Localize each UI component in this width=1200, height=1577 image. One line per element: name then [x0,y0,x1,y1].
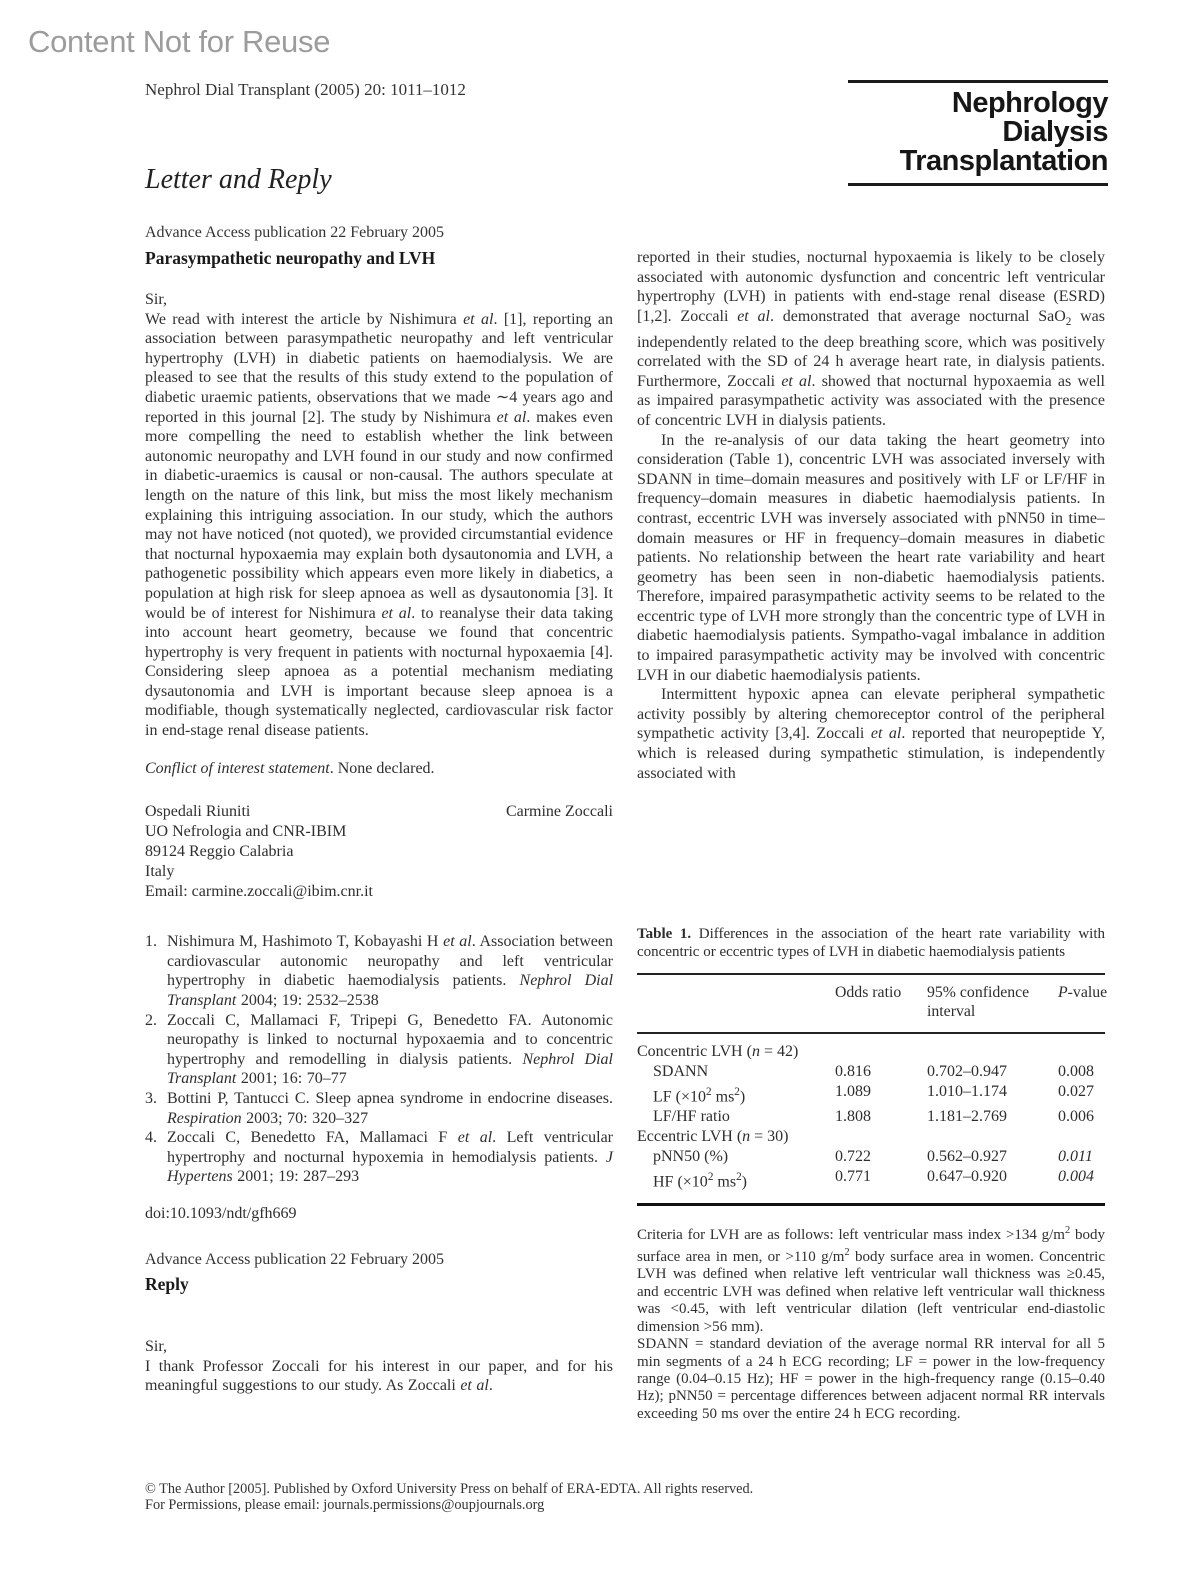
cell-variable: pNN50 (%) [653,1148,729,1166]
reply-title: Reply [145,1273,189,1294]
reply-paragraph-2: In the re-analysis of our data taking the heart geometry into consideration (Table 1), concentric LVH was associated inversely with SDANN in time–domain measures and positively with LF or LF/HF in frequency–domain measures in diabetic haemodialysis patients. In contrast, eccentric LVH was inversely associated with pNN50 in time–domain measures or HF in frequency–domain measures in diabetic patients. No relationship between the heart rate variability and heart geometry has been seen in non-diabetic haemodialysis patients. Therefore, impaired parasympathetic activity seems to be related to the eccentric type of LVH more strongly than the concentric type of LVH in diabetic haemodialysis patients. Sympatho-vagal imbalance in addition to impaired parasympathetic activity may be involved with concentric LVH in our diabetic haemodialysis patients. [637,431,1105,684]
reference-text: Zoccali C, Benedetto FA, Mallamaci F et al. Left ventricular hypertrophy and nocturnal hypoxemia in hemodialysis patients. J Hypertens 2001; 19: 287–293 [167,1129,613,1186]
reply-paragraph-1: reported in their studies, nocturnal hypoxaemia is likely to be closely associated with autonomic dysfunction and concentric left ventricular hypertrophy (LVH) in patients with end-stage renal disease (ESRD) [1,2]. Zoccali et al. demonstrated that average nocturnal SaO$_2$ was independently related to the deep breathing score, which was positively correlated with the SD of 24 h average heart rate, in dialysis patients. Furthermore, Zoccali et al. showed that nocturnal hypoxaemia as well as impaired parasympathetic activity was associated with the presence of concentric LVH in dialysis patients. [637,249,1105,429]
copyright-footer [145,1481,753,1513]
table-footnote-criteria: Criteria for LVH are as follows: left ventricular mass index >134 $g/m^2$ body surface area in men, or >110 $g/m^2$ body surface area in women. Concentric LVH was defined when relative left ventricular wall thickness was ≥0.45, and eccentric LVH was defined when relative left ventricular wall thickness was <0.45, with left ventricular dilation (left ventricular end-diastolic dimension >56 mm). [637,1224,1106,1335]
reference-item [145,1011,613,1089]
cell-confidence-interval: 0.562–0.927 [927,1148,1007,1166]
author-name: Carmine Zoccali [505,803,613,821]
reference-text: Nishimura M, Hashimoto T, Kobayashi H et al. Association between cardiovascular autonomic neuropathy and left ventricular hypertrophy in diabetic haemodialysis patients. Nephrol Dial Transplant 2004; 19: 2532–2538 [167,933,614,1010]
cell-p-value: 0.008 [1058,1063,1094,1080]
cell-odds-ratio: 0.722 [835,1148,871,1166]
reference-item [145,1128,613,1187]
cell-confidence-interval: 0.702–0.947 [927,1063,1007,1080]
section-heading: Letter and Reply [145,164,332,195]
reference-number: 3. [145,1090,157,1107]
cell-odds-ratio: 1.808 [835,1108,871,1126]
journal-logo [848,80,1108,186]
reference-text: Zoccali C, Mallamaci F, Tripepi G, Benedetto FA. Autonomic neuropathy is linked to nocturnal hypoxaemia and to concentric hypertrophy and remodelling in dialysis patients. Nephrol Dial Transplant 2001; 16: 70–77 [167,1011,614,1088]
right-column-text [637,248,1105,925]
right-column [637,248,1108,1423]
cell-p-value: 0.027 [1058,1083,1094,1100]
conflict-of-interest-statement: Conflict of interest statement. None declared. [145,759,435,777]
reference-number: 2. [145,1011,157,1029]
cell-p-value: 0.004 [1058,1168,1094,1186]
cell-p-value: 0.011 [1058,1148,1093,1166]
cell-variable: LF ($\times 10^2$ $ms^2$) [653,1086,746,1106]
copyright-line: © The Author [2005]. Published by Oxford University Press on behalf of ERA-EDTA. All rights reserved. [145,1481,754,1497]
journal-logo-line-3: Transplantation [899,145,1108,177]
cell-odds-ratio: 1.089 [835,1083,871,1100]
permissions-line: For Permissions, please email: journals.permissions@oupjournals.org [145,1497,545,1513]
cell-confidence-interval: 1.010–1.174 [927,1083,1007,1100]
cell-variable: HF ($\times 10^2$ $ms^2$) [653,1171,747,1191]
content-not-for-reuse-watermark: Content Not for Reuse [28,24,331,59]
table-row [637,1107,1105,1127]
reply-body: I thank Professor Zoccali for his interest in our paper, and for his meaningful suggestions to our study. As Zoccali et al. [145,1357,613,1395]
affiliation-line: UO Nefrologia and CNR-IBIM [145,823,347,841]
reference-number: 1. [145,933,157,951]
table-footnote-abbreviations: SDANN = standard deviation of the average normal RR interval for all 5 min segments of a 24 h ECG recording; LF = power in the low-frequency range (0.04–0.15 Hz); HF = power in the high-frequency range (0.15–0.40 Hz); pNN50 = percentage differences between adjacent normal RR intervals exceeding 50 ms over the entire 24 h ECG recording. [637,1336,1105,1422]
cell-p-value: 0.006 [1058,1108,1094,1126]
cell-odds-ratio: 0.771 [835,1168,871,1186]
letter-title: Parasympathetic neuropathy and LVH [145,248,436,268]
table-header-row [637,975,1108,1032]
cell-confidence-interval: 0.647–0.920 [927,1168,1007,1186]
reference-number: 4. [145,1129,157,1147]
affiliation-line: 89124 Reggio Calabria [145,843,294,861]
table-row [637,1082,1105,1107]
reference-item [145,1089,613,1128]
journal-logo-line-1: Nephrology [951,87,1108,119]
journal-citation: Nephrol Dial Transplant (2005) 20: 1011–1012 [145,80,466,99]
cell-confidence-interval: 1.181–2.769 [927,1108,1007,1126]
table-group-label: Eccentric LVH (n = 30) [637,1128,789,1146]
reply-paragraph-3: Intermittent hypoxic apnea can elevate peripheral sympathetic activity possibly by altering chemoreceptor control of the peripheral sympathetic activity [3,4]. Zoccali et al. reported that neuropeptide Y, which is released during sympathetic stimulation, is independently associated with [637,686,1105,782]
table-row [637,1167,1105,1192]
affiliation-line: Italy [145,863,175,881]
reply-salutation: Sir, [145,1337,168,1355]
affiliation-line: Ospedali Riuniti [145,803,251,821]
reference-item [145,932,613,1010]
doi: doi:10.1093/ndt/gfh669 [145,1204,297,1222]
reference-text: Bottini P, Tantucci C. Sleep apnea syndrome in endocrine diseases. Respiration 2003; 70: 320–327 [167,1090,613,1127]
table-row [637,1062,1105,1082]
cell-odds-ratio: 0.816 [835,1063,871,1080]
table-body [637,1034,1105,1203]
letter-salutation: Sir, [145,291,168,308]
left-column [145,164,613,1396]
cell-variable: SDANN [653,1063,709,1080]
reference-list [145,932,613,1187]
cell-variable: LF/HF ratio [653,1108,730,1126]
header-cell-empty [637,984,835,1021]
author-email: Email: carmine.zoccali@ibim.cnr.it [145,883,373,901]
letter-advance-access: Advance Access publication 22 February 2005 [145,224,445,241]
table-row [637,1147,1105,1167]
author-address-block [145,802,613,902]
table-group-label: Concentric LVH (n = 42) [637,1043,799,1060]
affiliation-and-author-line [145,802,613,822]
journal-logo-line-2: Dialysis [1002,116,1108,148]
header-cell-odds-ratio: Odds ratio [835,984,902,1001]
header-cell-confidence-interval: 95% confidence interval [927,984,1030,1020]
reply-advance-access: Advance Access publication 22 February 2005 [145,1250,445,1268]
letter-body: We read with interest the article by Nishimura et al. [1], reporting an association between parasympathetic neuropathy and left ventricular hypertrophy (LVH) in diabetic patients on haemodialysis. We are pleased to see that the results of this study extend to the population of diabetic uraemic patients, observations that we made ∼4 years ago and reported in this journal [2]. The study by Nishimura et al. makes even more compelling the need to establish whether the link between autonomic neuropathy and LVH found in our study and now confirmed in diabetic-uraemics is causal or non-causal. The authors speculate at length on the nature of this link, but miss the most likely mechanism explaining this intriguing association. In our study, which the authors may not have noticed (not quoted), we provided circumstantial evidence that nocturnal hypoxaemia may explain both dysautonomia and LVH, a pathogenetic possibility which appears even more likely in diabetics, a population at high risk for sleep apnoea as well as dysautonomia [3]. It would be of interest for Nishimura et al. to reanalyse their data taking into account heart geometry, because we found that concentric hypertrophy is very frequent in patients with nocturnal hypoxaemia [4]. Considering sleep apnoea as a potential mechanism mediating dysautonomia and LVH is important because sleep apnoea is a modifiable, though systematically neglected, cardiovascular risk factor in end-stage renal disease patients. [145,310,613,740]
table-1 [637,925,1108,1423]
table-bottom-rule [637,1203,1105,1206]
table-caption: Table 1. Differences in the association of the heart rate variability with concentric or eccentric types of LVH in diabetic haemodialysis patients [637,926,1105,960]
header-cell-p-value: P-value [1058,984,1108,1001]
